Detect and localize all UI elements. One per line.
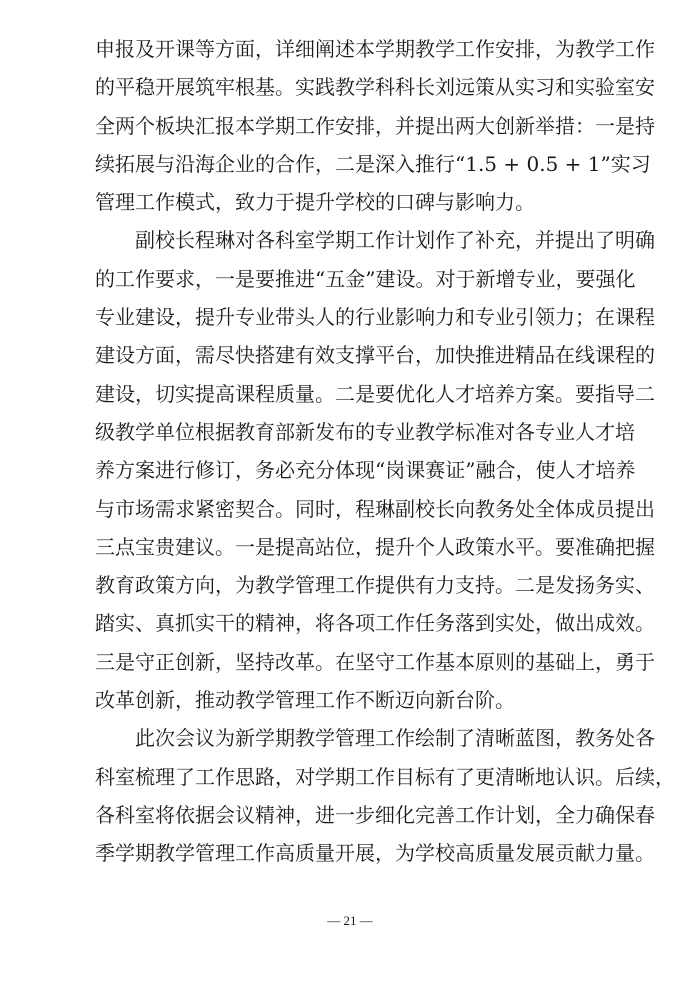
text-line: 管理工作模式，致力于提升学校的口碑与影响力。 (95, 190, 535, 215)
document-body (95, 30, 675, 873)
text-line: 养方案进行修订，务必充分体现“岗课赛证”融合，使人才培养 (95, 458, 636, 483)
text-line: 建设，切实提高课程质量。二是要优化人才培养方案。要指导二 (95, 381, 655, 406)
text-line: 专业建设，提升专业带头人的行业影响力和专业引领力；在课程 (95, 305, 655, 330)
text-line: 建设方面，需尽快搭建有效支撑平台，加快推进精品在线课程的 (95, 343, 655, 368)
text-line: 各科室将依据会议精神，进一步细化完善工作计划，全力确保春 (95, 802, 655, 827)
text-line: 的平稳开展筑牢根基。实践教学科科长刘远策从实习和实验室安 (95, 75, 655, 100)
text-line: 踏实、真抓实干的精神，将各项工作任务落到实处，做出成效。 (95, 611, 655, 636)
text-line: 申报及开课等方面，详细阐述本学期教学工作安排，为教学工作 (95, 37, 655, 61)
text-line: 副校长程琳对各科室学期工作计划作了补充，并提出了明确 (95, 228, 655, 253)
text-line: 续拓展与沿海企业的合作，二是深入推行“1.5 + 0.5 + 1”实习 (95, 151, 651, 176)
text-line: 改革创新，推动教学管理工作不断迈向新台阶。 (95, 688, 515, 713)
text-line: 此次会议为新学期教学管理工作绘制了清晰蓝图，教务处各 (95, 726, 655, 751)
page-number: — 21 — (327, 913, 373, 928)
text-line: 教育政策方向，为教学管理工作提供有力支持。二是发扬务实、 (95, 573, 655, 598)
text-line: 三点宝贵建议。一是提高站位，提升个人政策水平。要准确把握 (95, 534, 655, 559)
text-line: 三是守正创新，坚持改革。在坚守工作基本原则的基础上，勇于 (95, 649, 655, 674)
text-line: 与市场需求紧密契合。同时，程琳副校长向教务处全体成员提出 (95, 496, 655, 521)
text-line: 的工作要求，一是要推进“五金”建设。对于新增专业，要强化 (95, 266, 636, 291)
text-line: 科室梳理了工作思路，对学期工作目标有了更清晰地认识。后续， (95, 764, 675, 789)
text-line: 全两个板块汇报本学期工作安排，并提出两大创新举措：一是持 (95, 113, 655, 138)
text-line: 级教学单位根据教育部新发布的专业教学标准对各专业人才培 (95, 419, 635, 444)
text-line: 季学期教学管理工作高质量开展，为学校高质量发展贡献力量。 (95, 841, 655, 866)
